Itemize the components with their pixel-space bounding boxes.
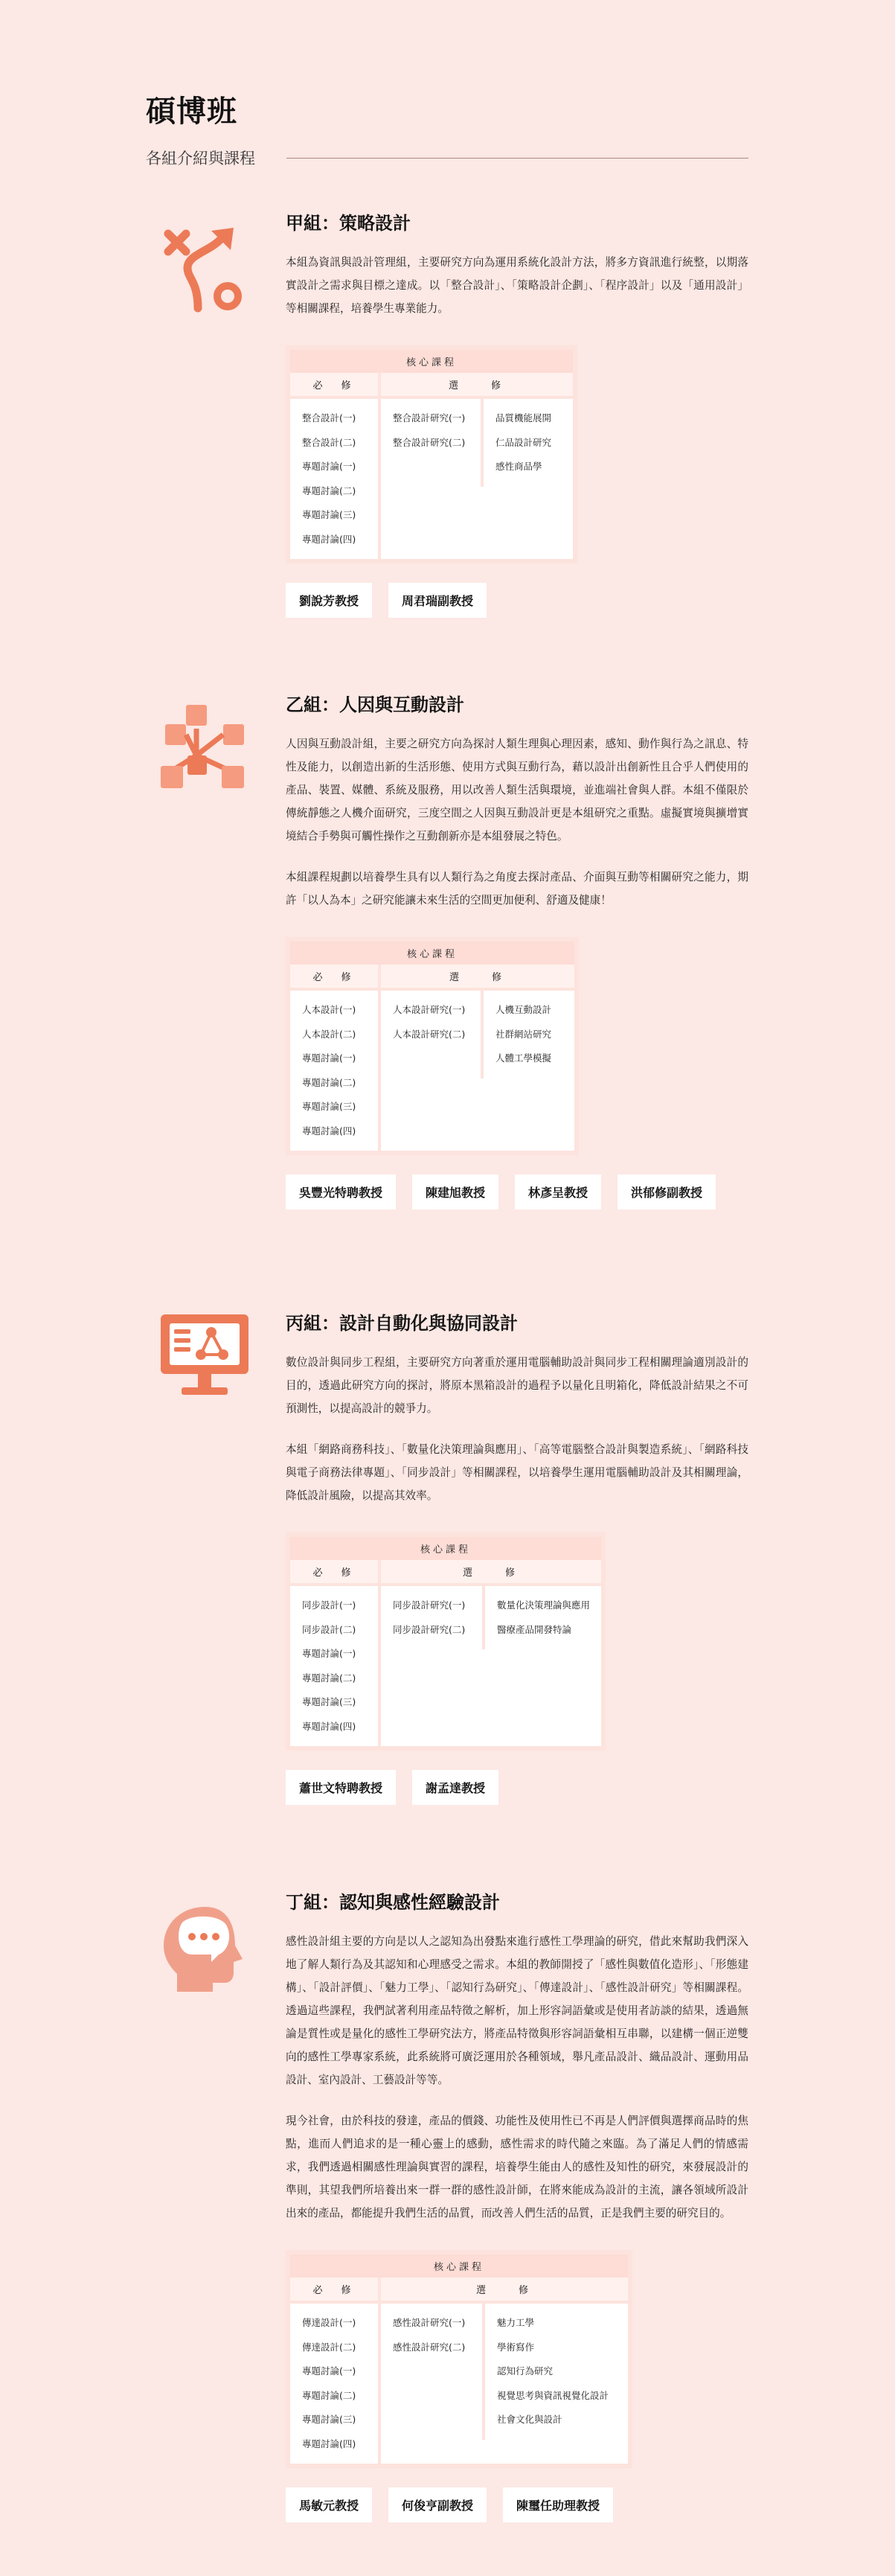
course-item: 專題討論(二) [302, 2389, 356, 2401]
course-item: 社會文化與設計 [497, 2414, 562, 2425]
elective-column [381, 373, 573, 559]
header-divider [286, 158, 748, 159]
professor-button[interactable]: 周君瑞副教授 [388, 583, 487, 618]
course-item: 傳達設計(二) [302, 2341, 356, 2353]
course-table-title: 核心課程 [290, 942, 574, 965]
course-item: 傳達設計(一) [302, 2317, 356, 2328]
page-subtitle: 各組介紹與課程 [146, 150, 255, 167]
course-item: 專題討論(一) [302, 1052, 356, 1064]
elective-list-a [381, 991, 484, 1078]
professor-button[interactable]: 馬敏元教授 [286, 2487, 372, 2522]
elective-list-b [485, 2304, 628, 2440]
elective-header: 選 修 [381, 965, 574, 991]
course-item: 數量化決策理論與應用 [497, 1599, 591, 1611]
elective-column [381, 1560, 601, 1746]
course-item: 專題討論(四) [302, 1720, 356, 1732]
course-table-columns [290, 373, 573, 559]
page-header [146, 88, 748, 169]
elective-column [381, 965, 574, 1151]
course-item: 學術寫作 [497, 2341, 535, 2353]
required-header: 必 修 [290, 373, 378, 399]
course-item: 人機互動設計 [495, 1004, 552, 1015]
course-item: 感性設計研究(一) [393, 2317, 466, 2328]
page-title: 碩博班 [146, 95, 237, 129]
required-column [290, 373, 381, 559]
group-description: 本組為資訊與設計管理組，主要研究方向為運用系統化設計方法，將多方資訊進行統整，以期落實設計之需求與目標之達成。以「整合設計」、「策略設計企劃」、「程序設計」以及「通用設計」等相關課程，培養學生專業能力。 [286, 256, 748, 315]
professor-list [286, 583, 748, 618]
group-body [286, 690, 748, 1209]
professor-button[interactable]: 謝孟達教授 [412, 1770, 498, 1805]
course-item: 認知行為研究 [497, 2365, 554, 2377]
course-item: 專題討論(二) [302, 1672, 356, 1684]
group-description: 感性設計組主要的方向是以人之認知為出發點來進行感性工學理論的研究，借此來幫助我們深入地了解人類行為及其認知和心理感受之需求。本組的教師開授了「感性與數值化造形」、「形態建構」、「設計評價」、「魅力工學」、「認知行為研究」、「傳達設計」、「感性設計研究」等相關課程。透過這些課程，我們試著利用產品特徵之解析，加上形容詞語彙或是使用者訪談的結果，透過無論是質性或是量化的感性工學研究法方，將產品特徵與形容詞語彙相互串聯，以建構一個正逆雙向的感性工學專家系統，此系統將可廣泛運用於各種領域，舉凡產品設計、織品設計、運動用品設計、室內設計、工藝設計等等。 [286, 1935, 748, 2086]
professor-button[interactable]: 吳豐光特聘教授 [286, 1174, 396, 1209]
professor-button[interactable]: 何俊亨副教授 [388, 2487, 487, 2522]
course-item: 人本設計研究(二) [393, 1028, 466, 1040]
course-table-columns [290, 1560, 601, 1746]
hierarchy-icon [158, 702, 251, 796]
course-table-title: 核心課程 [290, 350, 573, 373]
professor-button[interactable]: 洪郁修副教授 [617, 1174, 716, 1209]
group-description: 現今社會，由於科技的發達，產品的價錢、功能性及使用性已不再是人們評價與選擇商品時的焦點，進而人們追求的是一種心靈上的感動，感性需求的時代隨之來臨。為了滿足人們的情感需求，我們透過相關感性理論與實習的課程，培養學生能由人的感性及知性的研究，來發展設計的準則，其望我們所培養出來一群一群的感性設計師，在將來能成為設計的主流，讓各領域所設計出來的產品，都能提升我們生活的品質，而改善人們生活的品質，正是我們主要的研究目的。 [286, 2115, 748, 2219]
elective-lists [381, 2304, 628, 2440]
course-item: 魅力工學 [497, 2317, 535, 2328]
course-item: 專題討論(二) [302, 1076, 356, 1088]
course-table-title: 核心課程 [290, 1537, 601, 1560]
course-table [286, 2250, 632, 2468]
professor-button[interactable]: 蕭世文特聘教授 [286, 1770, 396, 1805]
course-item: 專題討論(四) [302, 1125, 356, 1137]
group-description: 人因與互動設計組，主要之研究方向為探討人類生理與心理因素，感知、動作與行為之訊息、特性及能力，以創造出新的生活形態、使用方式與互動行為，藉以設計出創新性且合乎人們使用的產品、裝置、媒體、系統及服務，用以改善人類生活與環境，並進端社會與人群。本組不僅限於傳統靜態之人機介面研究，三度空間之人因與互動設計更是本組研究之重點。虛擬實境與擴增實境結合手勢與可觸性操作之互動創新亦是本組發展之特色。 [286, 738, 748, 843]
required-list [290, 399, 378, 559]
required-list [290, 2304, 378, 2464]
group-title: 丁組：認知與感性經驗設計 [286, 1892, 500, 1913]
required-column [290, 1560, 381, 1746]
group-description: 數位設計與同步工程組，主要研究方向著重於運用電腦輔助設計與同步工程相關理論適別設計的目的，透過此研究方向的探討，將原本黑箱設計的過程予以量化且明箱化，降低設計結果之不可預測性，以提高設計的競爭力。 [286, 1356, 748, 1415]
course-item: 社群網站研究 [495, 1028, 552, 1040]
course-item: 人體工學模擬 [495, 1052, 552, 1064]
elective-column [381, 2278, 628, 2464]
group-body [286, 1308, 748, 1805]
course-table [286, 345, 577, 563]
course-item: 人本設計(一) [302, 1004, 356, 1015]
required-column [290, 965, 381, 1151]
required-header: 必 修 [290, 2278, 378, 2304]
elective-lists [381, 1586, 601, 1649]
professor-list [286, 1770, 748, 1805]
group-body [286, 1888, 748, 2522]
course-item: 專題討論(四) [302, 533, 356, 545]
course-item: 專題討論(一) [302, 2365, 356, 2377]
elective-list-a [381, 399, 484, 487]
course-item: 同步設計研究(一) [393, 1599, 466, 1611]
group-title: 乙組：人因與互動設計 [286, 694, 464, 715]
course-item: 視覺思考與資訊視覺化設計 [497, 2389, 609, 2401]
professor-button[interactable]: 劉說芳教授 [286, 583, 372, 618]
course-item: 品質機能展開 [495, 412, 552, 424]
professor-button[interactable]: 陳璽任助理教授 [503, 2487, 613, 2522]
professor-button[interactable]: 林彥呈教授 [515, 1174, 601, 1209]
course-item: 人本設計研究(一) [393, 1004, 466, 1015]
required-header: 必 修 [290, 965, 378, 991]
course-item: 同步設計研究(二) [393, 1623, 466, 1635]
course-item: 整合設計(一) [302, 412, 356, 424]
course-table [286, 937, 579, 1155]
elective-list-b [485, 1586, 601, 1649]
elective-lists [381, 991, 574, 1078]
group-description: 本組「網路商務科技」、「數量化決策理論與應用」、「高等電腦整合設計與製造系統」、「網路科技與電子商務法律專題」、「同步設計」等相關課程，以培養學生運用電腦輔助設計及其相關理論，降低設計風險，以提高其效率。 [286, 1443, 748, 1502]
course-item: 人本設計(二) [302, 1028, 356, 1040]
required-list [290, 991, 378, 1151]
course-table [286, 1533, 606, 1751]
course-item: 專題討論(一) [302, 461, 356, 472]
professor-button[interactable]: 陳建旭教授 [412, 1174, 498, 1209]
course-table-title: 核心課程 [290, 2254, 628, 2278]
elective-list-a [381, 2304, 485, 2440]
course-item: 醫療產品開發特論 [497, 1623, 572, 1635]
professor-list [286, 1174, 748, 1209]
course-item: 專題討論(三) [302, 1696, 356, 1707]
course-item: 專題討論(四) [302, 2438, 356, 2449]
page-subtitle-row [146, 147, 748, 169]
elective-list-a [381, 1586, 485, 1649]
required-list [290, 1586, 378, 1746]
group-title: 甲組：策略設計 [286, 213, 411, 234]
course-item: 專題討論(三) [302, 2414, 356, 2425]
course-item: 仁品設計研究 [495, 436, 552, 448]
elective-header: 選 修 [381, 1560, 601, 1586]
group-title: 丙組：設計自動化與協同設計 [286, 1313, 518, 1334]
computer-network-icon [158, 1310, 251, 1404]
course-item: 專題討論(三) [302, 509, 356, 520]
course-item: 整合設計研究(一) [393, 412, 466, 424]
course-item: 整合設計(二) [302, 436, 356, 448]
elective-lists [381, 399, 573, 487]
course-item: 感性設計研究(二) [393, 2341, 466, 2353]
course-item: 同步設計(二) [302, 1623, 356, 1635]
course-item: 專題討論(二) [302, 485, 356, 496]
course-item: 同步設計(一) [302, 1599, 356, 1611]
course-item: 專題討論(一) [302, 1648, 356, 1659]
group-body [286, 208, 748, 618]
professor-list [286, 2487, 748, 2522]
group-description: 本組課程規劃以培養學生具有以人類行為之角度去探討產品、介面與互動等相關研究之能力，期許「以人為本」之研究能讓未來生活的空間更加便利、舒適及健康！ [286, 871, 748, 907]
elective-list-b [484, 399, 573, 487]
course-table-columns [290, 2278, 628, 2464]
required-header: 必 修 [290, 1560, 378, 1586]
course-item: 感性商品學 [495, 461, 542, 472]
required-column [290, 2278, 381, 2464]
head-thought-icon [158, 1902, 251, 1996]
strategy-icon [158, 222, 251, 316]
course-table-columns [290, 965, 574, 1151]
course-item: 專題討論(三) [302, 1101, 356, 1112]
elective-list-b [484, 991, 574, 1078]
elective-header: 選 修 [381, 2278, 628, 2304]
elective-header: 選 修 [381, 373, 573, 399]
course-item: 整合設計研究(二) [393, 436, 466, 448]
